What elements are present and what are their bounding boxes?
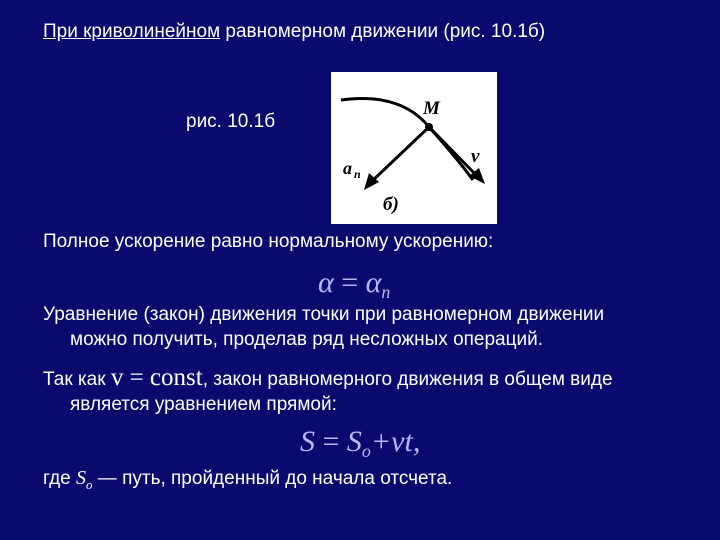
curve-diagram <box>331 72 497 224</box>
label-point-m: M <box>423 98 440 119</box>
paragraph-s0-definition <box>43 466 452 497</box>
formula-motion-sub: o <box>361 441 371 461</box>
p4-s: S <box>76 467 87 489</box>
formula-acceleration-eq: = <box>333 266 366 299</box>
formula-acceleration-lhs: α <box>318 266 334 299</box>
heading-underlined: При криволинейном <box>43 21 221 42</box>
p4-suffix: — путь, пройденный до начала отсчета. <box>92 468 453 489</box>
paragraph-uniform-motion-line2: является уравнением прямой: <box>70 394 337 415</box>
formula-acceleration-sub: n <box>381 282 391 302</box>
formula-motion-eq: = <box>315 425 347 458</box>
label-sub: б) <box>383 194 399 215</box>
paragraph-total-acceleration: Полное ускорение равно нормальному ускорению: <box>43 231 494 252</box>
label-accel: a <box>343 158 352 178</box>
trajectory-arc <box>341 99 473 180</box>
paragraph-equation-intro-line2: можно получить, проделав ряд несложных операций. <box>70 329 544 350</box>
figure-caption: рис. 10.1б <box>186 111 276 132</box>
formula-motion-s: S <box>346 425 362 458</box>
p3-math: v = const <box>110 364 203 391</box>
formula-motion <box>300 425 420 468</box>
formula-acceleration-rhs: α <box>365 266 382 299</box>
formula-motion-tail: +vt, <box>370 425 421 458</box>
paragraph-equation-intro-line1: Уравнение (закон) движения точки при равномерном движении <box>43 304 605 325</box>
acceleration-vector <box>369 127 429 184</box>
heading <box>43 20 545 44</box>
p3-prefix: Так как <box>43 369 111 390</box>
figure-image <box>331 72 497 224</box>
formula-motion-lhs: S <box>300 425 315 458</box>
label-accel-sub: n <box>354 167 361 181</box>
p4-prefix: где <box>43 468 77 489</box>
p3-suffix: , закон равномерного движения в общем виде <box>202 369 613 390</box>
p4-sub: o <box>86 476 93 492</box>
paragraph-uniform-motion-line1 <box>43 366 613 392</box>
label-velocity: v <box>471 146 480 167</box>
heading-rest: равномерном движении (рис. 10.1б) <box>220 21 546 42</box>
